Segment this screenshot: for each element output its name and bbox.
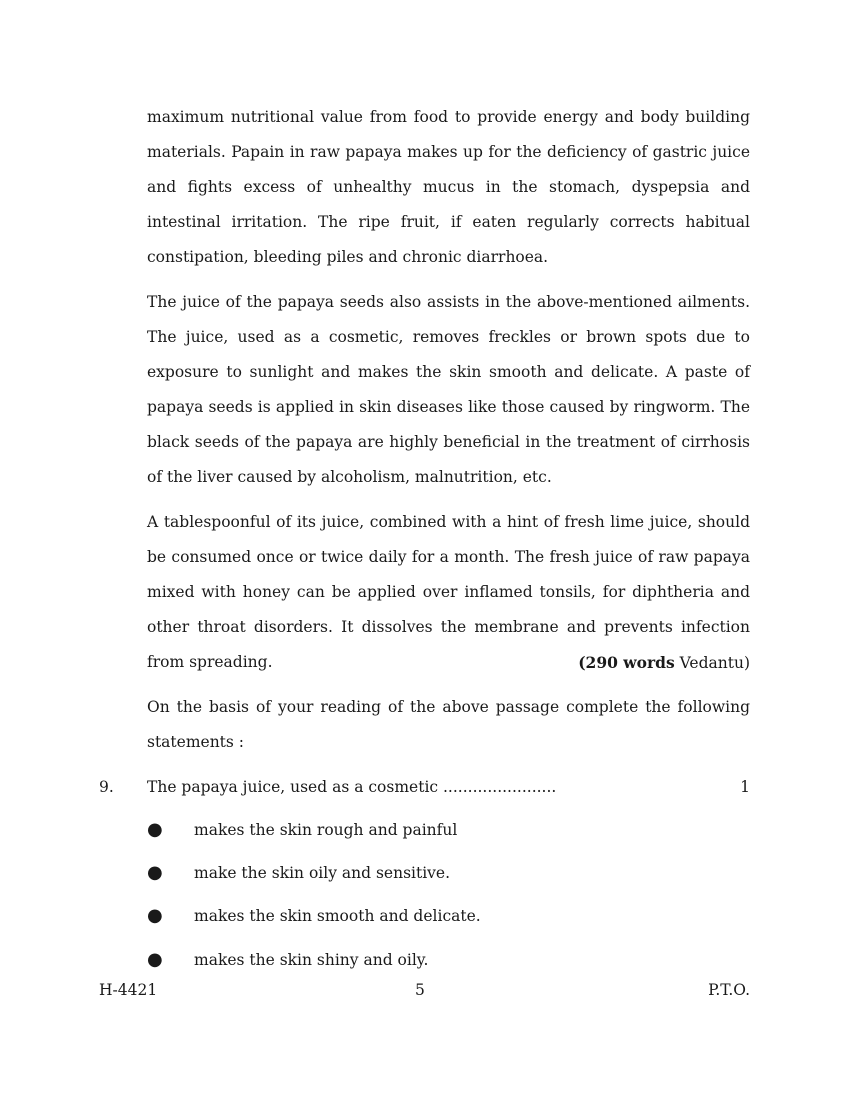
question-marks: 1 xyxy=(740,778,750,796)
please-turn-over: P.T.O. xyxy=(708,981,750,999)
bullet-icon: ● xyxy=(147,819,163,840)
option-text: make the skin oily and sensitive. xyxy=(194,864,451,882)
passage-paragraph-2: The juice of the papaya seeds also assists in the above-mentioned ailments. The juice, used as a cosmetic, removes freckles or brown spots due to exposure to sunlight and makes the skin smooth and delicate. A paste of papaya seeds is applied in skin diseases like those caused by ringworm. The black seeds of the papaya are highly beneficial in the treatment of cirrhosis of the liver caused by alcoholism, malnutrition, etc. xyxy=(147,293,750,486)
bullet-icon: ● xyxy=(147,905,163,926)
passage-paragraph-1: maximum nutritional value from food to provide energy and body building materials. Papain in raw papaya makes up for the deficiency of gastric juice and fights excess of unhealthy mucus in the stomach, dyspepsia and intestinal irritation. The ripe fruit, if eaten regularly corrects habitual constipation, bleeding piles and chronic diarrhoea. xyxy=(147,108,750,266)
bullet-icon: ● xyxy=(147,949,163,970)
passage-paragraph-3 xyxy=(147,505,750,681)
passage-paragraph-3-text: A tablespoonful of its juice, combined with a hint of fresh lime juice, should be consumed once or twice daily for a month. The fresh juice of raw papaya mixed with honey can be applied over inflamed tonsils, for diphtheria and other throat disorders. It dissolves the membrane and prevents infection from spreading. xyxy=(147,513,750,671)
source-name: Vedantu) xyxy=(674,654,750,672)
page-number: 5 xyxy=(415,981,425,999)
option-text: makes the skin smooth and delicate. xyxy=(194,907,481,925)
question-number: 9. xyxy=(99,778,114,796)
instruction-text: On the basis of your reading of the above passage complete the following statements : xyxy=(147,698,750,751)
option-text: makes the skin shiny and oily. xyxy=(194,951,429,969)
bullet-icon: ● xyxy=(147,862,163,883)
source-open-paren: ( xyxy=(578,653,586,672)
source-word-count: 290 words xyxy=(585,653,675,672)
paper-code: H-4421 xyxy=(99,981,158,999)
question-text: The papaya juice, used as a cosmetic ....................... xyxy=(147,778,557,796)
option-text: makes the skin rough and painful xyxy=(194,821,458,839)
passage-source xyxy=(578,645,750,681)
